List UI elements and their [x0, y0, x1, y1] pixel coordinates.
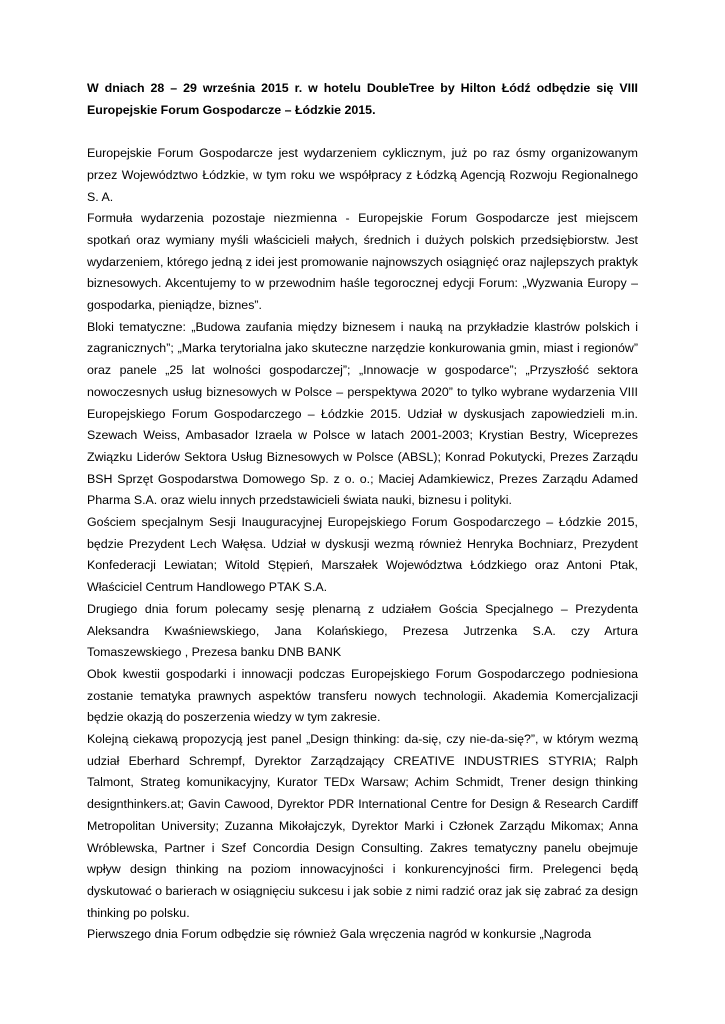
paragraph-formula: Formuła wydarzenia pozostaje niezmienna - Europejskie Forum Gospodarcze jest miejscem spotkań oraz wymiany myśli właścicieli małych, średnich i dużych polskich przedsiębiorstw. Jest wydarzeniem, którego jedną z idei jest promowanie najnowszych osiągnięć oraz najlepszych praktyk biznesowych. Akcentujemy to w przewodnim haśle tegorocznej edycji Forum: „Wyzwania Europy – gospodarka, pieniądze, biznes”. [87, 211, 638, 313]
paragraph-technology-transfer: Obok kwestii gospodarki i innowacji podczas Europejskiego Forum Gospodarczego podniesiona zostanie tematyka prawnych aspektów transferu nowych technologii. Akademia Komercjalizacji będzie okazją do poszerzenia wiedzy w tym zakresie. [87, 666, 638, 725]
paragraph-thematic-blocks: Bloki tematyczne: „Budowa zaufania między biznesem i nauką na przykładzie klastrów polskich i zagranicznych”; „Marka terytorialna jako skuteczne narzędzie konkurowania gmin, miast i regionów” oraz panele „25 lat wolności gospodarczej”; „Innowacje w gospodarce”; „Przyszłość sektora nowoczesnych usług biznesowych w Polsce – perspektywa 2020” to tylko wybrane wydarzenia VIII Europejskiego Forum Gospodarczego – Łódzkie 2015. Udział w dyskusjach zapowiedzieli m.in. Szewach Weiss, Ambasador Izraela w Polsce w latach 2001-2003; Krystian Bestry, Wiceprezes Związku Liderów Sektora Usług Biznesowych w Polsce (ABSL); Konrad Pokutycki, Prezes Zarządu BSH Sprzęt Gospodarstwa Domowego Sp. z o. o.; Maciej Adamkiewicz, Prezes Zarządu Adamed Pharma S.A. oraz wielu innych przedstawicieli świata nauki, biznesu i polityki. [87, 319, 638, 508]
paragraph-second-day: Drugiego dnia forum polecamy sesję plenarną z udziałem Gościa Specjalnego – Prezydenta Aleksandra Kwaśniewskiego, Jana Kolańskiego, Prezesa Jutrzenka S.A. czy Artura Tomaszewskiego , Prezesa banku DNB BANK [87, 601, 638, 660]
paragraph-intro: Europejskie Forum Gospodarcze jest wydarzeniem cyklicznym, już po raz ósmy organizowanym przez Województwo Łódzkie, w tym roku we współpracy z Łódzką Agencją Rozwoju Regionalnego S. A. [87, 146, 638, 204]
paragraph-special-guest: Gościem specjalnym Sesji Inauguracyjnej Europejskiego Forum Gospodarczego – Łódzkie 2015, będzie Prezydent Lech Wałęsa. Udział w dyskusji wezmą również Henryka Bochniarz, Prezydent Konfederacji Lewiatan; Witold Stępień, Marszałek Województwa Łódzkiego oraz Antoni Ptak, Właściciel Centrum Handlowego PTAK S.A. [87, 515, 638, 595]
document-headline: W dniach 28 – 29 września 2015 r. w hotelu DoubleTree by Hilton Łódź odbędzie się VIII Europejskie Forum Gospodarcze – Łódzkie 2015. [87, 81, 638, 117]
paragraph-design-thinking: Kolejną ciekawą propozycją jest panel „Design thinking: da-się, czy nie-da-się?”, w którym wezmą udział Eberhard Schrempf, Dyrektor Zarządzający CREATIVE INDUSTRIES STYRIA; Ralph Talmont, Strateg komunikacyjny, Kurator TEDx Warsaw; Achim Schmidt, Trener design thinking designthinkers.at; Gavin Cawood, Dyrektor PDR International Centre for Design & Research Cardiff Metropolitan University; Zuzanna Mikołajczyk, Dyrektor Marki i Członek Zarządu Mikomax; Anna Wróblewska, Partner i Szef Concordia Design Consulting. Zakres tematyczny panelu obejmuje wpływ design thinking na poziom innowacyjności i konkurencyjności firm. Prelegenci będą dyskutować o barierach w osiągnięciu sukcesu i jak sobie z nimi radzić oraz jak się zabrać za design thinking po polsku. [87, 732, 638, 920]
document-body [87, 78, 638, 946]
paragraph-gala: Pierwszego dnia Forum odbędzie się również Gala wręczenia nagród w konkursie „Nagroda [87, 927, 592, 942]
